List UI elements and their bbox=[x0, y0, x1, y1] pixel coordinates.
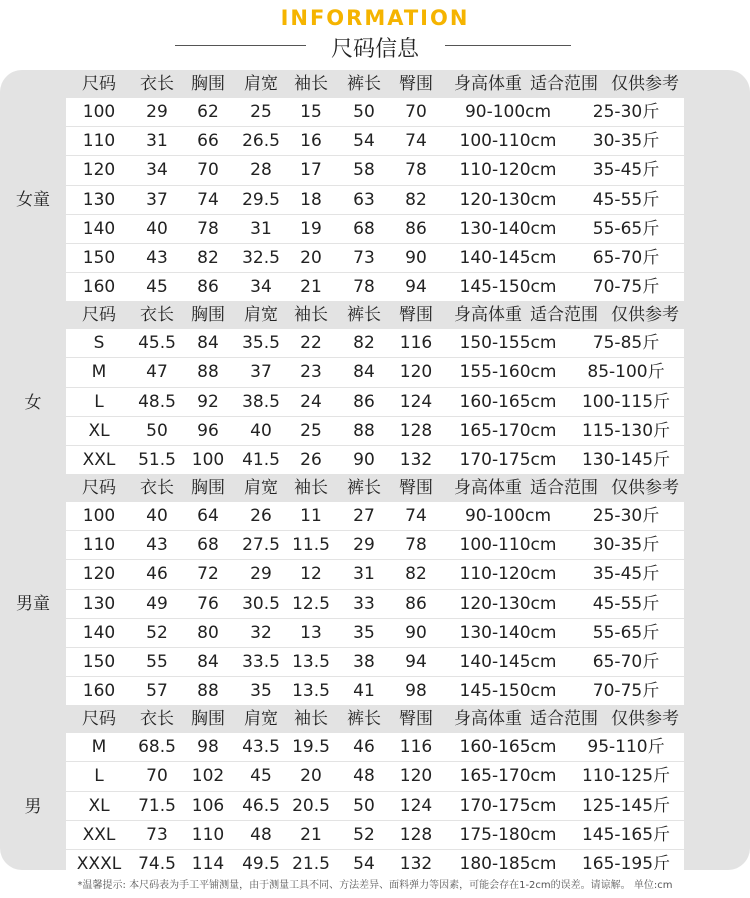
table-cell: 54 bbox=[353, 131, 375, 152]
table-cell: 62 bbox=[197, 102, 219, 123]
table-cell: XL bbox=[88, 795, 110, 816]
table-cell: 40 bbox=[146, 218, 168, 239]
table-row bbox=[66, 791, 684, 820]
column-header: 裤长 bbox=[347, 477, 381, 498]
table-cell: 41.5 bbox=[242, 449, 280, 470]
table-cell: 165-170cm bbox=[459, 766, 557, 787]
table-cell: 68 bbox=[197, 535, 219, 556]
column-header: 适合范围 bbox=[530, 477, 598, 498]
table-cell: 43 bbox=[146, 247, 168, 268]
table-cell: 124 bbox=[399, 391, 433, 412]
table-cell: 48.5 bbox=[138, 391, 176, 412]
table-cell: 26 bbox=[300, 449, 322, 470]
table-cell: 21 bbox=[300, 276, 322, 297]
table-cell: 114 bbox=[191, 853, 225, 870]
table-cell: 38.5 bbox=[242, 391, 280, 412]
table-cell: 90-100cm bbox=[464, 506, 552, 527]
table-cell: 132 bbox=[399, 449, 433, 470]
table-row bbox=[66, 243, 684, 272]
table-cell: 80 bbox=[197, 622, 219, 643]
column-header: 衣长 bbox=[140, 74, 174, 94]
table-cell: 70 bbox=[197, 160, 219, 181]
table-cell: 51.5 bbox=[138, 449, 176, 470]
table-cell: 145-165斤 bbox=[581, 824, 671, 845]
column-header: 尺码 bbox=[82, 477, 116, 498]
table-cell: 132 bbox=[399, 853, 433, 870]
size-group bbox=[0, 474, 750, 705]
table-cell: 13 bbox=[300, 622, 322, 643]
column-header: 衣长 bbox=[140, 305, 174, 326]
table-cell: 50 bbox=[146, 420, 168, 441]
table-cell: 110 bbox=[191, 824, 225, 845]
table-cell: 94 bbox=[405, 276, 427, 297]
group-label: 男童 bbox=[16, 593, 50, 614]
table-cell: 43.5 bbox=[242, 737, 280, 758]
table-cell: 120-130cm bbox=[459, 593, 557, 614]
table-cell: 74 bbox=[197, 189, 219, 210]
table-cell: 95-110斤 bbox=[587, 737, 665, 758]
table-cell: 73 bbox=[146, 824, 168, 845]
table-cell: 96 bbox=[197, 420, 219, 441]
header-title-en: INFORMATION bbox=[280, 6, 470, 30]
column-header: 袖长 bbox=[294, 305, 328, 326]
table-cell: 20 bbox=[300, 766, 322, 787]
table-cell: 33 bbox=[353, 593, 375, 614]
column-header: 仅供参考 bbox=[611, 74, 679, 94]
table-cell: 63 bbox=[353, 189, 375, 210]
table-cell: 26 bbox=[250, 506, 272, 527]
table-cell: 25 bbox=[300, 420, 322, 441]
table-cell: 25-30斤 bbox=[592, 102, 660, 123]
table-cell: 35-45斤 bbox=[592, 160, 660, 181]
table-cell: 86 bbox=[405, 593, 427, 614]
table-cell: 68 bbox=[353, 218, 375, 239]
table-cell: 40 bbox=[250, 420, 272, 441]
table-cell: 125-145斤 bbox=[581, 795, 671, 816]
table-cell: 40 bbox=[146, 506, 168, 527]
table-cell: XL bbox=[88, 420, 110, 441]
header-title-cn: 尺码信息 bbox=[330, 37, 419, 62]
column-header-row bbox=[0, 705, 750, 733]
table-cell: 84 bbox=[197, 333, 219, 354]
table-row bbox=[66, 618, 684, 647]
table-cell: 11 bbox=[300, 506, 322, 527]
table-cell: 70-75斤 bbox=[592, 276, 660, 297]
table-cell: 90-100cm bbox=[464, 102, 552, 123]
table-cell: 82 bbox=[353, 333, 375, 354]
column-header: 身高体重 bbox=[454, 709, 522, 730]
table-cell: 52 bbox=[353, 824, 375, 845]
table-cell: XXXL bbox=[76, 853, 122, 870]
column-header: 臀围 bbox=[399, 477, 433, 498]
column-header: 裤长 bbox=[347, 709, 381, 730]
table-row bbox=[66, 155, 684, 184]
table-cell: 150-155cm bbox=[459, 333, 557, 354]
table-row bbox=[66, 733, 684, 761]
column-header: 臀围 bbox=[399, 74, 433, 94]
table-cell: 75-85斤 bbox=[592, 333, 660, 354]
column-header-row bbox=[0, 474, 750, 502]
table-cell: 49 bbox=[146, 593, 168, 614]
table-cell: 21 bbox=[300, 824, 322, 845]
table-cell: 22 bbox=[300, 333, 322, 354]
table-cell: 52 bbox=[146, 622, 168, 643]
table-cell: 88 bbox=[353, 420, 375, 441]
table-cell: 30-35斤 bbox=[592, 535, 660, 556]
table-cell: 82 bbox=[197, 247, 219, 268]
table-cell: 160 bbox=[82, 680, 116, 701]
group-label: 男 bbox=[24, 796, 42, 817]
group-label: 女童 bbox=[16, 189, 50, 210]
column-header: 肩宽 bbox=[244, 477, 278, 498]
table-cell: 35-45斤 bbox=[592, 564, 660, 585]
table-cell: 130 bbox=[82, 593, 116, 614]
table-row bbox=[66, 272, 684, 301]
table-cell: 45 bbox=[250, 766, 272, 787]
table-cell: 70 bbox=[146, 766, 168, 787]
table-cell: 43 bbox=[146, 535, 168, 556]
table-row bbox=[66, 502, 684, 530]
column-header: 袖长 bbox=[294, 477, 328, 498]
table-cell: 50 bbox=[353, 102, 375, 123]
column-header: 肩宽 bbox=[244, 709, 278, 730]
column-header: 肩宽 bbox=[244, 305, 278, 326]
column-header: 尺码 bbox=[82, 709, 116, 730]
table-row bbox=[66, 185, 684, 214]
table-row bbox=[66, 387, 684, 416]
table-cell: 25-30斤 bbox=[592, 506, 660, 527]
table-cell: 86 bbox=[197, 276, 219, 297]
table-cell: 140-145cm bbox=[459, 651, 557, 672]
table-cell: 16 bbox=[300, 131, 322, 152]
size-group bbox=[0, 301, 750, 474]
table-cell: 27.5 bbox=[242, 535, 280, 556]
column-header: 仅供参考 bbox=[611, 305, 679, 326]
table-cell: 120 bbox=[399, 766, 433, 787]
table-cell: 94 bbox=[405, 651, 427, 672]
table-cell: 25 bbox=[250, 102, 272, 123]
table-cell: 110-125斤 bbox=[581, 766, 671, 787]
table-cell: 84 bbox=[353, 362, 375, 383]
column-header-row bbox=[0, 70, 750, 98]
table-cell: 12.5 bbox=[292, 593, 330, 614]
table-cell: XXL bbox=[82, 449, 116, 470]
table-cell: 124 bbox=[399, 795, 433, 816]
table-cell: 58 bbox=[353, 160, 375, 181]
table-cell: 30-35斤 bbox=[592, 131, 660, 152]
table-cell: 20.5 bbox=[292, 795, 330, 816]
table-cell: 98 bbox=[197, 737, 219, 758]
table-row bbox=[66, 214, 684, 243]
table-row bbox=[66, 357, 684, 386]
table-cell: 88 bbox=[197, 362, 219, 383]
table-cell: 45 bbox=[146, 276, 168, 297]
table-cell: 35.5 bbox=[242, 333, 280, 354]
table-cell: 55-65斤 bbox=[592, 622, 660, 643]
column-header: 肩宽 bbox=[244, 74, 278, 94]
table-cell: 170-175cm bbox=[459, 449, 557, 470]
table-cell: 47 bbox=[146, 362, 168, 383]
table-cell: 100 bbox=[82, 506, 116, 527]
table-cell: 74.5 bbox=[138, 853, 176, 870]
column-header: 袖长 bbox=[294, 74, 328, 94]
table-cell: 46 bbox=[353, 737, 375, 758]
table-cell: 116 bbox=[399, 737, 433, 758]
table-cell: 155-160cm bbox=[459, 362, 557, 383]
table-cell: 57 bbox=[146, 680, 168, 701]
table-cell: 160-165cm bbox=[459, 391, 557, 412]
table-cell: 76 bbox=[197, 593, 219, 614]
table-cell: 50 bbox=[353, 795, 375, 816]
table-cell: 65-70斤 bbox=[592, 651, 660, 672]
table-cell: 130-145斤 bbox=[581, 449, 671, 470]
table-cell: 102 bbox=[191, 766, 225, 787]
table-cell: 110 bbox=[82, 131, 116, 152]
table-cell: 140 bbox=[82, 218, 116, 239]
table-cell: 13.5 bbox=[292, 651, 330, 672]
column-header-row bbox=[0, 301, 750, 329]
table-row bbox=[66, 761, 684, 790]
table-cell: 128 bbox=[399, 824, 433, 845]
table-cell: 41 bbox=[353, 680, 375, 701]
column-header: 仅供参考 bbox=[611, 709, 679, 730]
table-cell: 34 bbox=[146, 160, 168, 181]
table-cell: 82 bbox=[405, 564, 427, 585]
table-cell: 26.5 bbox=[242, 131, 280, 152]
table-cell: 140-145cm bbox=[459, 247, 557, 268]
column-header: 裤长 bbox=[347, 74, 381, 94]
table-cell: 78 bbox=[353, 276, 375, 297]
table-row bbox=[66, 647, 684, 676]
table-row bbox=[66, 849, 684, 870]
table-cell: 165-170cm bbox=[459, 420, 557, 441]
column-header: 身高体重 bbox=[454, 477, 522, 498]
column-header: 尺码 bbox=[82, 74, 116, 94]
table-cell: 110-120cm bbox=[459, 564, 557, 585]
column-header: 胸围 bbox=[191, 477, 225, 498]
table-cell: 100 bbox=[191, 449, 225, 470]
table-cell: 72 bbox=[197, 564, 219, 585]
table-cell: 90 bbox=[405, 622, 427, 643]
table-cell: 98 bbox=[405, 680, 427, 701]
size-group bbox=[0, 705, 750, 870]
table-cell: 120-130cm bbox=[459, 189, 557, 210]
table-row bbox=[66, 589, 684, 618]
column-header: 适合范围 bbox=[530, 709, 598, 730]
table-cell: 150 bbox=[82, 651, 116, 672]
table-cell: L bbox=[94, 766, 104, 787]
size-table bbox=[0, 70, 750, 870]
table-cell: 49.5 bbox=[242, 853, 280, 870]
table-cell: 28 bbox=[250, 160, 272, 181]
table-cell: 70-75斤 bbox=[592, 680, 660, 701]
table-cell: 68.5 bbox=[138, 737, 176, 758]
table-cell: 78 bbox=[405, 160, 427, 181]
table-cell: 130-140cm bbox=[459, 622, 557, 643]
table-cell: 29 bbox=[353, 535, 375, 556]
table-cell: 120 bbox=[399, 362, 433, 383]
table-cell: 45-55斤 bbox=[592, 189, 660, 210]
table-cell: 11.5 bbox=[292, 535, 330, 556]
table-cell: 29 bbox=[146, 102, 168, 123]
column-header: 仅供参考 bbox=[611, 477, 679, 498]
table-cell: 74 bbox=[405, 131, 427, 152]
column-header: 适合范围 bbox=[530, 305, 598, 326]
column-header: 身高体重 bbox=[454, 74, 522, 94]
column-header: 袖长 bbox=[294, 709, 328, 730]
table-cell: 55 bbox=[146, 651, 168, 672]
table-cell: 30.5 bbox=[242, 593, 280, 614]
table-cell: 145-150cm bbox=[459, 276, 557, 297]
table-cell: 145-150cm bbox=[459, 680, 557, 701]
table-cell: 31 bbox=[353, 564, 375, 585]
table-cell: 29 bbox=[250, 564, 272, 585]
table-cell: 21.5 bbox=[292, 853, 330, 870]
table-cell: 37 bbox=[250, 362, 272, 383]
column-header: 身高体重 bbox=[454, 305, 522, 326]
column-header: 臀围 bbox=[399, 305, 433, 326]
table-cell: 64 bbox=[197, 506, 219, 527]
table-cell: 17 bbox=[300, 160, 322, 181]
table-cell: 65-70斤 bbox=[592, 247, 660, 268]
table-cell: 55-65斤 bbox=[592, 218, 660, 239]
table-cell: 31 bbox=[250, 218, 272, 239]
table-cell: 120 bbox=[82, 160, 116, 181]
table-cell: 78 bbox=[405, 535, 427, 556]
table-cell: 71.5 bbox=[138, 795, 176, 816]
table-cell: 74 bbox=[405, 506, 427, 527]
table-cell: 140 bbox=[82, 622, 116, 643]
table-cell: 18 bbox=[300, 189, 322, 210]
table-cell: 35 bbox=[353, 622, 375, 643]
header-divider-right bbox=[445, 45, 571, 46]
table-cell: 31 bbox=[146, 131, 168, 152]
table-cell: 130 bbox=[82, 189, 116, 210]
table-cell: 46.5 bbox=[242, 795, 280, 816]
size-group bbox=[0, 70, 750, 301]
table-cell: 82 bbox=[405, 189, 427, 210]
table-row bbox=[66, 329, 684, 357]
table-cell: S bbox=[93, 333, 105, 354]
table-cell: 160 bbox=[82, 276, 116, 297]
group-label: 女 bbox=[24, 392, 42, 413]
table-cell: 73 bbox=[353, 247, 375, 268]
table-cell: 100-115斤 bbox=[581, 391, 671, 412]
table-cell: 88 bbox=[197, 680, 219, 701]
table-cell: 120 bbox=[82, 564, 116, 585]
table-cell: 150 bbox=[82, 247, 116, 268]
table-cell: 66 bbox=[197, 131, 219, 152]
table-cell: 48 bbox=[250, 824, 272, 845]
table-cell: 100-110cm bbox=[459, 131, 557, 152]
table-cell: 20 bbox=[300, 247, 322, 268]
table-cell: 12 bbox=[300, 564, 322, 585]
table-cell: 35 bbox=[250, 680, 272, 701]
table-cell: 115-130斤 bbox=[581, 420, 671, 441]
table-cell: 180-185cm bbox=[459, 853, 557, 870]
table-cell: M bbox=[91, 737, 107, 758]
table-cell: 110-120cm bbox=[459, 160, 557, 181]
column-header: 胸围 bbox=[191, 305, 225, 326]
table-cell: 92 bbox=[197, 391, 219, 412]
table-cell: 165-195斤 bbox=[581, 853, 671, 870]
column-header: 胸围 bbox=[191, 74, 225, 94]
table-cell: 45.5 bbox=[138, 333, 176, 354]
table-cell: 32 bbox=[250, 622, 272, 643]
table-cell: 175-180cm bbox=[459, 824, 557, 845]
table-cell: 100 bbox=[82, 102, 116, 123]
table-cell: 86 bbox=[353, 391, 375, 412]
column-header: 裤长 bbox=[347, 305, 381, 326]
table-row bbox=[66, 676, 684, 705]
table-cell: 130-140cm bbox=[459, 218, 557, 239]
table-cell: 86 bbox=[405, 218, 427, 239]
table-row bbox=[66, 530, 684, 559]
table-cell: 84 bbox=[197, 651, 219, 672]
table-cell: 90 bbox=[405, 247, 427, 268]
table-cell: 13.5 bbox=[292, 680, 330, 701]
table-cell: 34 bbox=[250, 276, 272, 297]
table-row bbox=[66, 559, 684, 588]
table-cell: 37 bbox=[146, 189, 168, 210]
table-cell: L bbox=[94, 391, 104, 412]
table-cell: 100-110cm bbox=[459, 535, 557, 556]
table-cell: 170-175cm bbox=[459, 795, 557, 816]
table-cell: 110 bbox=[82, 535, 116, 556]
table-cell: 106 bbox=[191, 795, 225, 816]
table-cell: 23 bbox=[300, 362, 322, 383]
table-cell: XXL bbox=[82, 824, 116, 845]
table-row bbox=[66, 445, 684, 474]
table-cell: 54 bbox=[353, 853, 375, 870]
table-cell: 19.5 bbox=[292, 737, 330, 758]
table-cell: 70 bbox=[405, 102, 427, 123]
table-cell: 128 bbox=[399, 420, 433, 441]
table-cell: 90 bbox=[353, 449, 375, 470]
table-cell: 24 bbox=[300, 391, 322, 412]
column-header: 衣长 bbox=[140, 709, 174, 730]
table-cell: 27 bbox=[353, 506, 375, 527]
table-cell: 85-100斤 bbox=[587, 362, 665, 383]
column-header: 适合范围 bbox=[530, 74, 598, 94]
table-cell: M bbox=[91, 362, 107, 383]
footnote: *温馨提示: 本尺码表为手工平铺测量，由于测量工具不同、方法差异、面料弹力等因素，可能会存在1-2cm的误差。请谅解。 单位:cm bbox=[77, 880, 673, 891]
column-header: 尺码 bbox=[82, 305, 116, 326]
table-cell: 160-165cm bbox=[459, 737, 557, 758]
table-cell: 29.5 bbox=[242, 189, 280, 210]
table-row bbox=[66, 820, 684, 849]
table-cell: 45-55斤 bbox=[592, 593, 660, 614]
column-header: 衣长 bbox=[140, 477, 174, 498]
table-cell: 48 bbox=[353, 766, 375, 787]
column-header: 臀围 bbox=[399, 709, 433, 730]
table-cell: 19 bbox=[300, 218, 322, 239]
table-cell: 46 bbox=[146, 564, 168, 585]
table-row bbox=[66, 98, 684, 126]
table-cell: 32.5 bbox=[242, 247, 280, 268]
table-row bbox=[66, 126, 684, 155]
column-header: 胸围 bbox=[191, 709, 225, 730]
table-cell: 116 bbox=[399, 333, 433, 354]
table-cell: 78 bbox=[197, 218, 219, 239]
table-row bbox=[66, 416, 684, 445]
table-cell: 38 bbox=[353, 651, 375, 672]
table-cell: 15 bbox=[300, 102, 322, 123]
table-cell: 33.5 bbox=[242, 651, 280, 672]
